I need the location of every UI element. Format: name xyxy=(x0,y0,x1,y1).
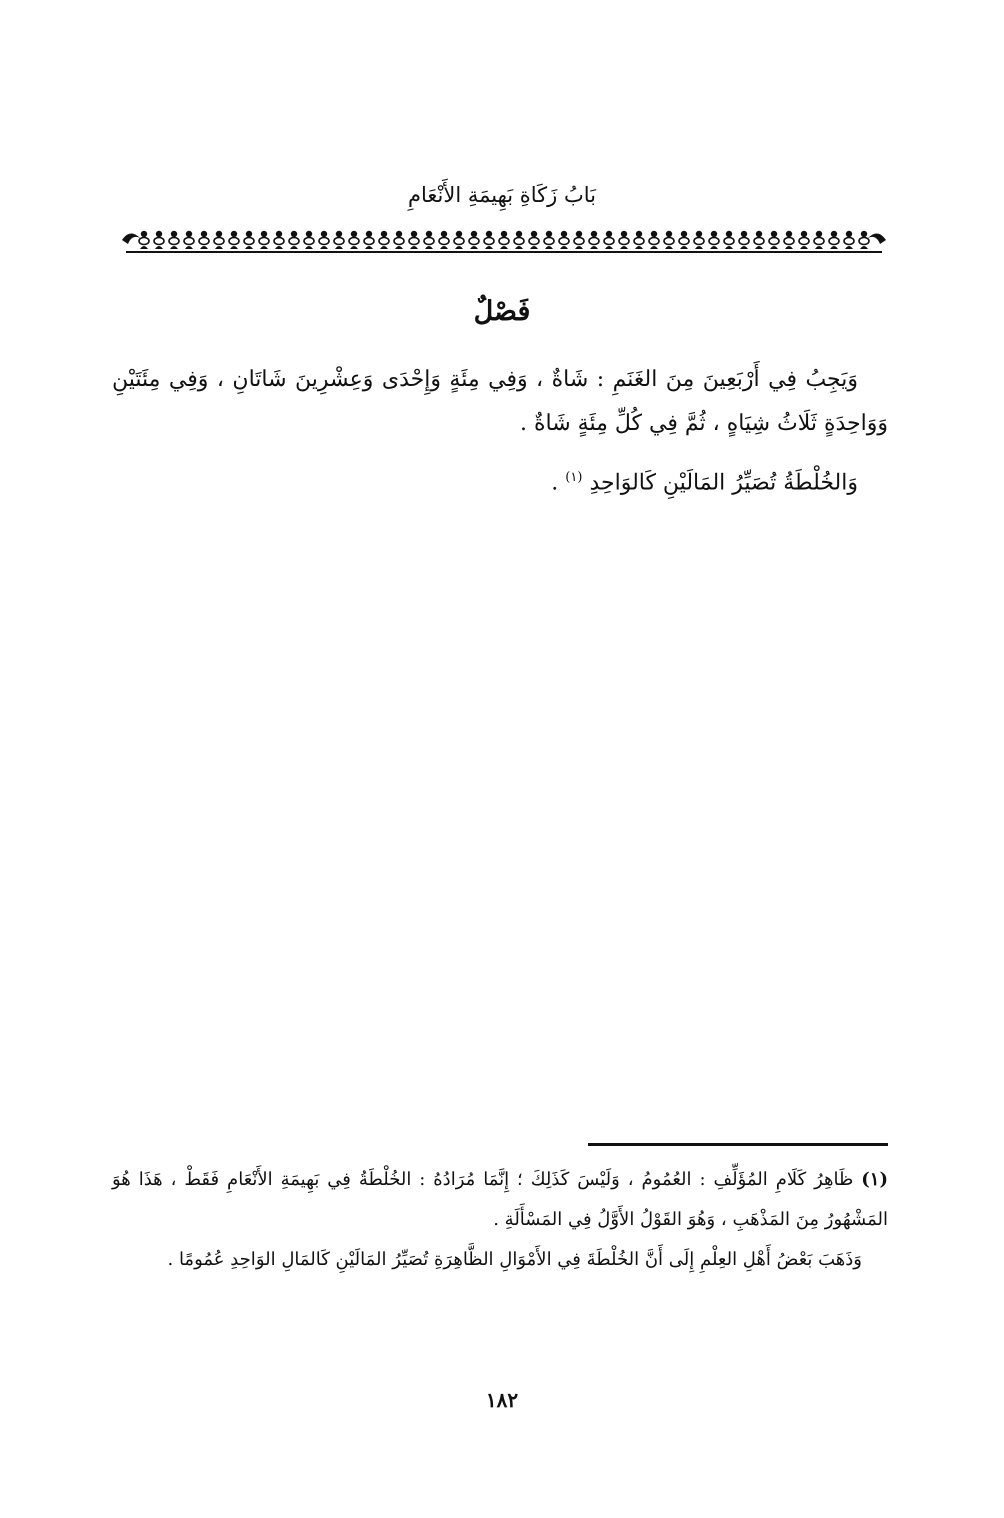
ornament-flower xyxy=(709,231,719,249)
ornament-flower xyxy=(529,231,539,249)
ornament-flower xyxy=(679,231,689,249)
body-paragraph xyxy=(112,456,888,505)
ornament-flower xyxy=(454,231,464,249)
ornament-flower xyxy=(694,231,704,249)
footnote-number: (١) xyxy=(861,1169,888,1190)
ornament-flower xyxy=(739,231,749,249)
ornament-flower xyxy=(349,231,359,249)
ornament-flower xyxy=(439,231,449,249)
ornament-flower xyxy=(604,231,614,249)
ornament-flower xyxy=(799,231,809,249)
ornament-flower xyxy=(469,231,479,249)
footnote-text: ظَاهِرُ كَلَامِ المُؤَلِّفِ : العُمُومُ ، وَلَيْسَ كَذَلِكَ ؛ إِنَّمَا مُرَادُهُ : الخُلْطَةُ فِي بَهِيمَةِ الأَنْعَامِ فَقَطْ ، هَذَا هُوَ المَشْهُورُ مِنَ المَذْهَبِ ، وَهُوَ القَوْلُ الأَوَّلُ فِي المَسْأَلَةِ . xyxy=(112,1169,888,1230)
ornament-flower xyxy=(844,231,854,249)
ornament-flower xyxy=(199,231,209,249)
ornament-flower xyxy=(829,231,839,249)
ornament-flower xyxy=(754,231,764,249)
ornament-flower xyxy=(304,231,314,249)
ornament-flower xyxy=(169,231,179,249)
ornament-flower xyxy=(319,231,329,249)
ornament-flower xyxy=(394,231,404,249)
main-text xyxy=(112,358,888,505)
ornament-flower xyxy=(724,231,734,249)
ornament-flower xyxy=(259,231,269,249)
ornament-flower xyxy=(514,231,524,249)
body-paragraph: وَيَجِبُ فِي أَرْبَعِينَ مِنَ الغَنَمِ : شَاةٌ ، وَفِي مِئَةٍ وَإِحْدَى وَعِشْرِينَ شَاتَانِ ، وَفِي مِئَتَيْنِ وَوَاحِدَةٍ ثَلَاثُ شِيَاهٍ ، ثُمَّ فِي كُلِّ مِئَةٍ شَاةٌ . xyxy=(112,367,888,436)
ornament-flower xyxy=(619,231,629,249)
ornament-flower xyxy=(334,231,344,249)
ornament-flower xyxy=(544,231,554,249)
ornament-flower xyxy=(769,231,779,249)
ornament-flower xyxy=(154,231,164,249)
ornament-flower xyxy=(424,231,434,249)
ornament-flower xyxy=(484,231,494,249)
ornament-flower xyxy=(274,231,284,249)
ornament-flower xyxy=(784,231,794,249)
ornament-flower xyxy=(184,231,194,249)
ornament-flower xyxy=(664,231,674,249)
ornament-flower xyxy=(379,231,389,249)
ornament-flower xyxy=(139,231,149,249)
footnote-reference: (١) xyxy=(565,470,583,485)
footnote-divider xyxy=(588,1143,888,1146)
ornament-flower xyxy=(559,231,569,249)
ornament-flower xyxy=(589,231,599,249)
running-header: بَابُ زَكَاةِ بَهِيمَةِ الأَنْعَامِ xyxy=(407,183,597,207)
footnote-item xyxy=(112,1160,888,1240)
paragraph-end-mark: . xyxy=(551,470,566,496)
page-number: ١٨٢ xyxy=(485,1388,519,1412)
ornament-flower xyxy=(859,231,869,249)
ornament-flower xyxy=(214,231,224,249)
ornament-flower xyxy=(244,231,254,249)
section-title: فَصْلٌ xyxy=(473,296,531,327)
ornament-flower xyxy=(499,231,509,249)
ornament-flower xyxy=(814,231,824,249)
body-paragraph-text: وَالخُلْطَةُ تُصَيِّرُ المَالَيْنِ كَالوَاحِدِ xyxy=(589,470,858,496)
ornament-flower xyxy=(289,231,299,249)
ornament-flower xyxy=(634,231,644,249)
floral-border-ornament-icon xyxy=(120,226,888,256)
footnote-item: وَذَهَبَ بَعْضُ أَهْلِ العِلْمِ إِلَى أَنَّ الخُلْطَةَ فِي الأَمْوَالِ الظَّاهِرَةِ تُصَيِّرُ المَالَيْنِ كَالمَالِ الوَاحِدِ عُمُومًا . xyxy=(167,1249,862,1270)
ornament-flower xyxy=(364,231,374,249)
ornament-flower xyxy=(409,231,419,249)
ornament-flower xyxy=(649,231,659,249)
ornament-flower xyxy=(229,231,239,249)
ornament-flower xyxy=(574,231,584,249)
footnotes xyxy=(112,1160,888,1280)
